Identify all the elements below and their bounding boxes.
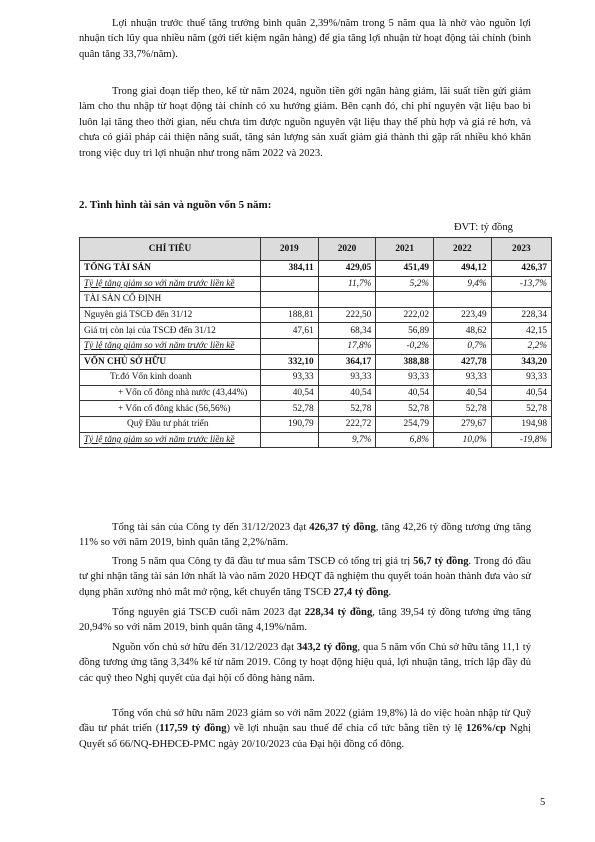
table-row-fixed-asset-rate (80, 338, 552, 354)
cell-2023: 343,20 (491, 354, 551, 370)
text-run: . Trong đó đầu tư ghi nhận tăng tài sản lớn nhất là vào năm 2020 HĐQT đã nghiệm thu quyết toán hoàn thành đưa vào sử dụng phân xưởng nhỏ mắt mở rộng, kết chuyển tăng TSCĐ (79, 556, 532, 598)
cell-2022: 40,54 (434, 385, 492, 401)
row-label: TỔNG TÀI SẢN (80, 261, 261, 277)
unit-label: ĐVT: tỷ đồng (454, 222, 513, 233)
paragraph-owner-equity (79, 640, 531, 686)
section-heading: 2. Tình hình tài sản và nguồn vốn 5 năm: (79, 199, 272, 211)
table-row-state-capital (80, 385, 552, 401)
cell-2020: 429,05 (318, 261, 376, 277)
table-row-fixed-assets (80, 292, 552, 308)
cell-2022: 52,78 (434, 401, 492, 417)
cell-2021: 6,8% (376, 432, 434, 448)
cell-2019: 384,11 (261, 261, 319, 277)
cell-2019: 47,61 (261, 323, 319, 339)
cell-2020: 17,8% (318, 338, 376, 354)
cell-2022: 223,49 (434, 307, 492, 323)
paragraph-equity-decrease (79, 706, 531, 752)
highlight-value: 228,34 tỷ đồng (304, 607, 373, 618)
cell-2021: 222,02 (376, 307, 434, 323)
cell-2020: 93,33 (318, 370, 376, 386)
cell-2022: 48,62 (434, 323, 492, 339)
cell-2019: 40,54 (261, 385, 319, 401)
cell-2023: 40,54 (491, 385, 551, 401)
text-run: , tăng 39,54 tỷ đồng tương ứng tăng 20,94% so với năm 2019, bình quân tăng 4,19%/năm. (79, 607, 531, 634)
cell-2020 (318, 292, 376, 308)
table-row-other-capital (80, 401, 552, 417)
row-label: + Vốn cổ đông khác (56,56%) (80, 401, 261, 417)
cell-2023: 194,98 (491, 416, 551, 432)
cell-2022: 427,78 (434, 354, 492, 370)
row-label: TÀI SẢN CỐ ĐỊNH (80, 292, 261, 308)
cell-2021: 5,2% (376, 276, 434, 292)
text-run: Nguồn vốn chủ sở hữu đến 31/12/2023 đạt (112, 642, 297, 653)
cell-2021: 451,49 (376, 261, 434, 277)
cell-2023: -19,8% (491, 432, 551, 448)
cell-2020: 68,34 (318, 323, 376, 339)
cell-2020: 222,50 (318, 307, 376, 323)
cell-2023: 52,78 (491, 401, 551, 417)
table-row-owner-equity (80, 354, 552, 370)
highlight-value: 343,2 tỷ đồng (296, 642, 358, 653)
cell-2023: -13,7% (491, 276, 551, 292)
text-run: Tổng vốn chủ sở hữu năm 2023 giảm so với năm 2022 (giảm 19,8%) là do việc hoàn nhập từ Quỹ đầu tư phát triển ( (79, 708, 531, 735)
cell-2021: 40,54 (376, 385, 434, 401)
cell-2021: 254,79 (376, 416, 434, 432)
paragraph-total-assets (79, 520, 531, 551)
cell-2019: 332,10 (261, 354, 319, 370)
cell-2020: 9,7% (318, 432, 376, 448)
table-row-development-fund (80, 416, 552, 432)
header-year-2021: 2021 (376, 238, 434, 261)
text-run: ) về lợi nhuận sau thuế để chia cổ tức bằng tiền tỷ lệ (226, 723, 466, 735)
table-row-fixed-asset-residual (80, 323, 552, 339)
cell-2023: 2,2% (491, 338, 551, 354)
header-year-2022: 2022 (434, 238, 492, 261)
cell-2023: 228,34 (491, 307, 551, 323)
table-row-total-assets (80, 261, 552, 277)
cell-2020: 11,7% (318, 276, 376, 292)
paragraph-fixed-asset-cost (79, 605, 531, 636)
text-run: Trong 5 năm qua Công ty đã đầu tư mua sắm TSCĐ có tổng trị giá trị (112, 556, 414, 567)
highlight-value: 117,59 tỷ đồng (159, 723, 227, 735)
cell-2019: 190,79 (261, 416, 319, 432)
paragraph-fixed-asset-investment (79, 554, 531, 600)
cell-2022: 10,0% (434, 432, 492, 448)
row-label: Tỷ lệ tăng giảm so với năm trước liền kề (80, 432, 261, 448)
row-label: Giá trị còn lại của TSCĐ đến 31/12 (80, 323, 261, 339)
highlight-value: 56,7 tỷ đồng (413, 556, 469, 567)
cell-2020: 222,72 (318, 416, 376, 432)
cell-2019 (261, 292, 319, 308)
cell-2020: 52,78 (318, 401, 376, 417)
row-label: + Vốn cổ đông nhà nước (43,44%) (80, 385, 261, 401)
cell-2022 (434, 292, 492, 308)
cell-2022: 9,4% (434, 276, 492, 292)
highlight-value: 126%/cp (466, 723, 507, 735)
header-year-2020: 2020 (318, 238, 376, 261)
text-run: , tăng 42,26 tỷ đồng tương ứng tăng 11% so với năm 2019, bình quân tăng 2,2%/năm. (79, 522, 531, 549)
assets-capital-table (79, 237, 552, 448)
cell-2023: 42,15 (491, 323, 551, 339)
paragraph-profit-growth: Lợi nhuận trước thuế tăng trưởng bình quân 2,39%/năm trong 5 năm qua là nhờ vào nguồn lợi nhuận tích lũy qua nhiều năm (gởi tiết kiệm ngân hàng) để gia tăng lợi nhuận từ hoạt động tài chính (bình quân tăng 33,7%/năm). (79, 18, 531, 60)
text-run: , qua 5 năm vốn Chủ sở hữu tăng 11,1 tỷ đồng tương ứng tăng 3,34% kể từ năm 2019. Công ty hoạt động hiệu quả, lợi nhuận tăng, trích lập đầy đủ các quỹ theo Nghị quyết của đại hội cổ đông hàng năm. (79, 642, 531, 684)
cell-2022: 93,33 (434, 370, 492, 386)
row-label: Nguyên giá TSCĐ đến 31/12 (80, 307, 261, 323)
cell-2023 (491, 292, 551, 308)
cell-2020: 40,54 (318, 385, 376, 401)
header-year-2023: 2023 (491, 238, 551, 261)
row-label: Tỷ lệ tăng giảm so với năm trước liền kề (80, 276, 261, 292)
cell-2020: 364,17 (318, 354, 376, 370)
cell-2019: 188,81 (261, 307, 319, 323)
cell-2021 (376, 292, 434, 308)
text-run: Tổng tài sản của Công ty đến 31/12/2023 đạt (112, 522, 310, 533)
cell-2023: 93,33 (491, 370, 551, 386)
cell-2019 (261, 338, 319, 354)
paragraph-outlook: Trong giai đoạn tiếp theo, kể từ năm 2024, nguồn tiền gởi ngân hàng giảm, lãi suất tiền gửi giảm làm cho thu nhập từ hoạt động tài chính có xu hướng giảm. Bên cạnh đó, chi phí nguyên vật liệu bao bì luôn lại tăng theo thời gian, nếu chưa tìm được nguồn nguyên vật liệu thay thế phù hợp và giá rẻ hơn, và chưa có giải pháp cải thiện năng suất, tăng sản lượng sản xuất giảm giá thành thì gặp rất nhiều khó khăn trong việc duy trì lợi nhuận như trong năm 2022 và 2023. (79, 86, 531, 159)
cell-2019: 93,33 (261, 370, 319, 386)
highlight-value: 426,37 tỷ đồng (309, 522, 376, 533)
cell-2021: 93,33 (376, 370, 434, 386)
cell-2019 (261, 432, 319, 448)
text-run: Tổng nguyên giá TSCĐ cuối năm 2023 đạt (112, 607, 305, 618)
header-year-2019: 2019 (261, 238, 319, 261)
cell-2023: 426,37 (491, 261, 551, 277)
table-row-fixed-asset-cost (80, 307, 552, 323)
cell-2021: 388,88 (376, 354, 434, 370)
cell-2021: -0,2% (376, 338, 434, 354)
row-label: Tỷ lệ tăng giảm so với năm trước liền kề (80, 338, 261, 354)
table-header-row (80, 238, 552, 261)
table-row-assets-rate (80, 276, 552, 292)
header-indicator: CHỈ TIÊU (80, 238, 261, 261)
cell-2022: 0,7% (434, 338, 492, 354)
table-row-equity-rate (80, 432, 552, 448)
highlight-value: 27,4 tỷ đồng (333, 586, 389, 598)
text-run: Nghị Quyết số 66/NQ-ĐHĐCĐ-PMC ngày 20/10/2023 của Đại hội đồng cổ đông. (79, 723, 531, 750)
cell-2019 (261, 276, 319, 292)
row-label: Tr.đó Vốn kinh doanh (80, 370, 261, 386)
cell-2022: 279,67 (434, 416, 492, 432)
cell-2022: 494,12 (434, 261, 492, 277)
row-label: Quỹ Đầu tư phát triển (80, 416, 261, 432)
cell-2021: 52,78 (376, 401, 434, 417)
page-number: 5 (540, 797, 546, 808)
row-label: VỐN CHỦ SỞ HỮU (80, 354, 261, 370)
cell-2019: 52,78 (261, 401, 319, 417)
text-run: . (388, 586, 392, 598)
cell-2021: 56,89 (376, 323, 434, 339)
table-row-business-capital (80, 370, 552, 386)
